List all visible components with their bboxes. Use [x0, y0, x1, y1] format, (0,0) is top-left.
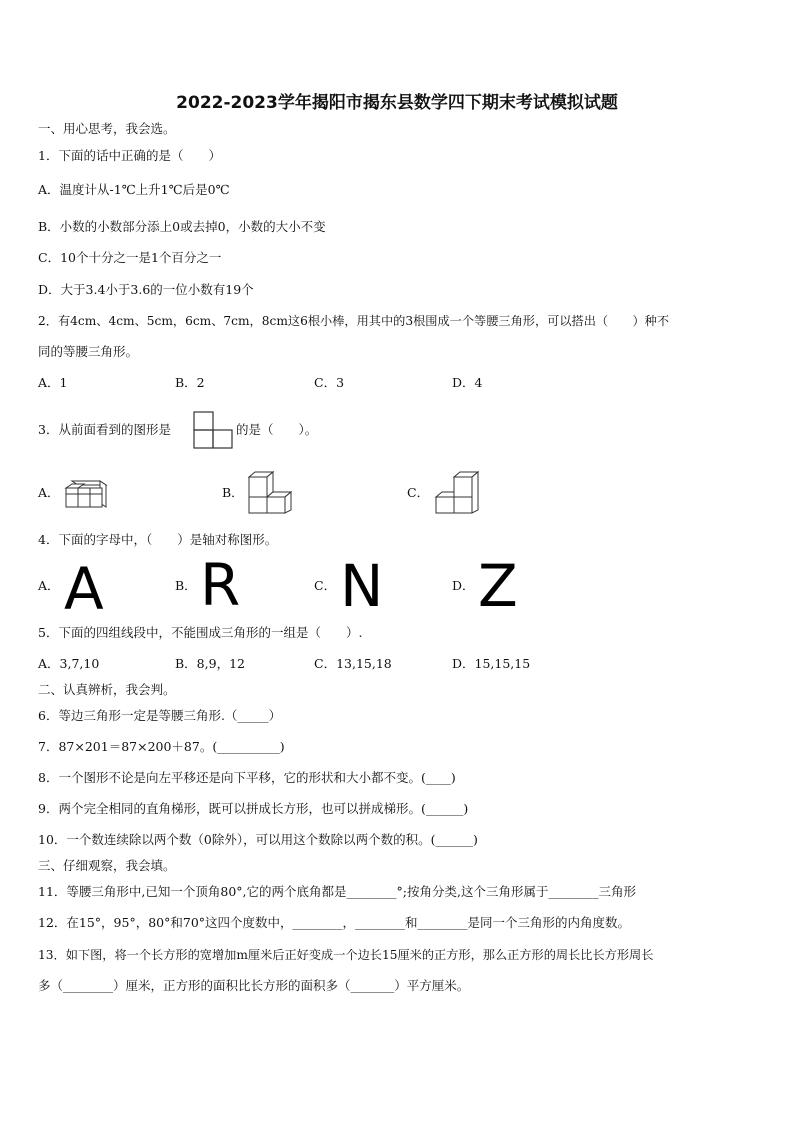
question-11: 11．等腰三角形中,已知一个顶角80°,它的两个底角都是________°;按角分类,这个三角形属于________三角形 — [38, 884, 636, 899]
cube-figure-c — [433, 470, 479, 514]
letter-r-glyph: R — [200, 551, 241, 619]
question-2-option-b: B．2 — [175, 375, 205, 390]
question-1-stem: 1．下面的话中正确的是（ ） — [38, 148, 221, 163]
question-12: 12．在15°，95°，80°和70°这四个度数中，________，________和________是同一个三角形的内角度数。 — [38, 915, 631, 930]
question-4-option-b: B． — [175, 578, 197, 593]
page-title: 2022-2023学年揭阳市揭东县数学四下期末考试模拟试题 — [176, 93, 618, 113]
question-1-option-a: A．温度计从-1℃上升1℃后是0℃ — [38, 182, 230, 197]
question-5-option-b: B．8,9，12 — [175, 656, 245, 671]
question-4-option-c: C． — [314, 578, 337, 593]
question-5-option-a: A．3,7,10 — [38, 656, 100, 671]
question-1-option-d: D．大于3.4小于3.6的一位小数有19个 — [38, 282, 254, 297]
question-5-option-d: D．15,15,15 — [452, 656, 531, 671]
letter-a-glyph: A — [64, 555, 104, 623]
cube-figure-b — [246, 470, 292, 514]
question-13-line2: 多（________）厘米，正方形的面积比长方形的面积多（_______）平方厘米。 — [38, 978, 470, 993]
question-4-option-d: D． — [452, 578, 475, 593]
question-4-option-a: A． — [38, 578, 60, 593]
question-3-stem-end: 的是（ ）。 — [236, 422, 318, 437]
question-3-stem-start: 3．从前面看到的图形是 — [38, 422, 171, 437]
question-2-option-d: D．4 — [452, 375, 483, 390]
section-heading-1: 一、用心思考，我会选。 — [38, 121, 176, 136]
question-5-stem: 5．下面的四组线段中，不能围成三角形的一组是（ ）. — [38, 625, 363, 640]
question-4-stem: 4．下面的字母中，（ ）是轴对称图形。 — [38, 532, 278, 547]
letter-n-glyph: N — [340, 552, 384, 620]
question-7: 7．87×201＝87×200＋87。(__________) — [38, 739, 285, 754]
question-2-stem-line1: 2．有4cm、4cm、5cm，6cm、7cm，8cm这6根小棒，用其中的3根围成一个等腰三角形，可以搭出（ ）种不 — [38, 314, 670, 328]
question-3-option-b: B． — [222, 485, 244, 500]
cube-figure-a — [64, 480, 108, 510]
question-2-option-a: A．1 — [38, 375, 68, 390]
question-10: 10．一个数连续除以两个数（0除外），可以用这个数除以两个数的积。(______) — [38, 832, 478, 847]
question-9: 9．两个完全相同的直角梯形，既可以拼成长方形，也可以拼成梯形。(______) — [38, 801, 469, 816]
question-1-option-b: B．小数的小数部分添上0或去掉0，小数的大小不变 — [38, 219, 326, 234]
question-6: 6．等边三角形一定是等腰三角形.（_____） — [38, 708, 282, 723]
question-8: 8．一个图形不论是向左平移还是向下平移，它的形状和大小都不变。(____) — [38, 770, 456, 785]
section-heading-2: 二、认真辨析，我会判。 — [38, 682, 176, 697]
front-view-figure — [193, 411, 233, 449]
question-13-line1: 13．如下图，将一个长方形的宽增加m厘米后正好变成一个边长15厘米的正方形，那么正方形的周长比长方形周长 — [38, 948, 654, 962]
question-1-option-c: C．10个十分之一是1个百分之一 — [38, 250, 222, 265]
question-5-option-c: C．13,15,18 — [314, 656, 392, 671]
section-heading-3: 三、仔细观察，我会填。 — [38, 858, 176, 873]
question-2-stem-line2: 同的等腰三角形。 — [38, 344, 139, 359]
question-3-option-c: C． — [407, 485, 430, 500]
question-3-option-a: A． — [38, 485, 60, 500]
letter-z-glyph: Z — [478, 552, 518, 620]
question-2-option-c: C．3 — [314, 375, 345, 390]
